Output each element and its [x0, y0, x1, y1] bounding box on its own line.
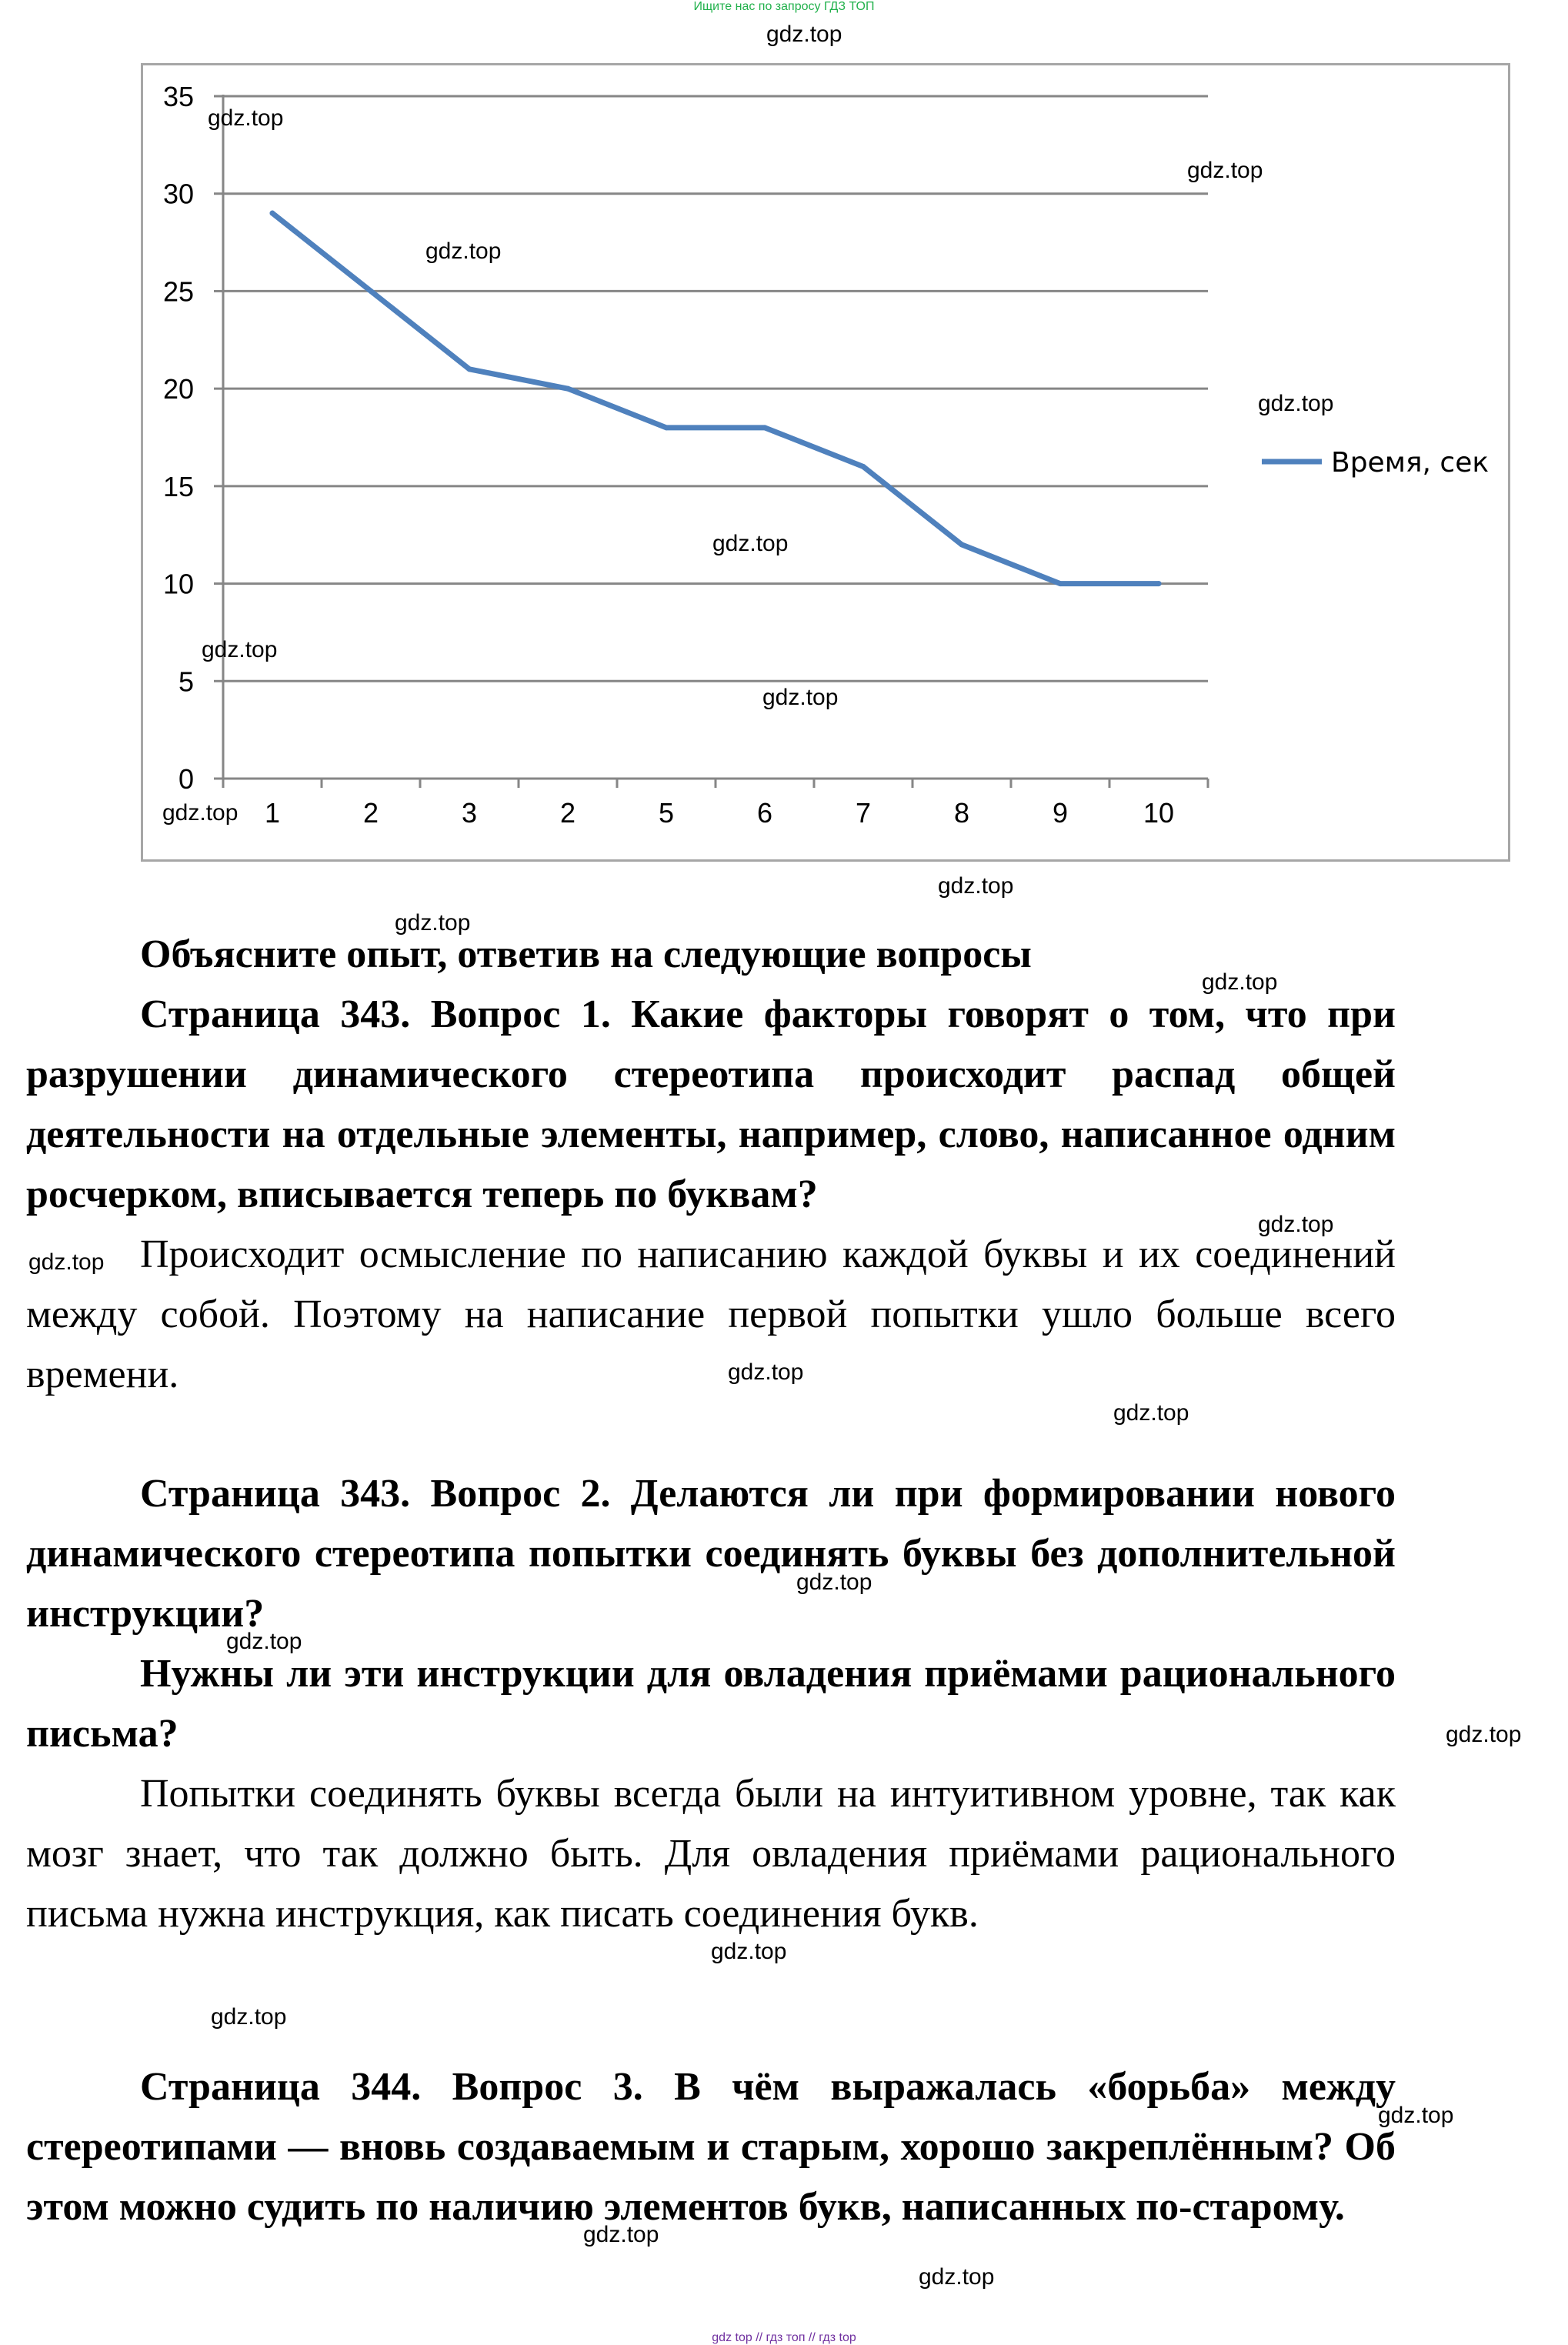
data-point [1156, 581, 1162, 586]
x-tick-label: 6 [756, 797, 773, 829]
y-tick-label: 30 [162, 178, 194, 210]
question-3: Страница 344. Вопрос 3. В чём выражалась «борьба» между стереотипами — вновь создаваемым и старым, хорошо закреплённым? Об этом можно судить по наличию элементов букв, написанных по-старому. [26, 2065, 1396, 2229]
watermark: gdz.top [712, 531, 789, 556]
y-tick-label: 10 [162, 568, 194, 600]
data-point [664, 425, 669, 430]
data-point [467, 366, 472, 372]
x-tick-label: 1 [264, 797, 281, 829]
watermark: gdz.top [162, 800, 239, 826]
data-point [762, 425, 768, 430]
watermark: gdz.top [938, 873, 1014, 899]
watermark: gdz.top [583, 2222, 659, 2247]
header-note: Ищите нас по запросу ГДЗ ТОП [693, 0, 875, 13]
question-2b: Нужны ли эти инструкции для овладения приёмами рационального письма? [26, 1652, 1396, 1756]
answer-2: Попытки соединять буквы всегда были на интуитивном уровне, так как мозг знает, что так должно быть. Для овладения приёмами рационального письма нужна инструкция, как писать соединения букв. [26, 1772, 1396, 1936]
watermark: gdz.top [395, 910, 471, 936]
x-tick-label: 2 [559, 797, 576, 829]
legend-label: Время, сек [1331, 447, 1490, 479]
question-3-block [26, 2057, 1396, 2237]
x-tick-label: 5 [658, 797, 675, 829]
watermark: gdz.top [226, 1629, 302, 1654]
y-tick-label: 35 [162, 81, 194, 112]
watermark: gdz.top [762, 685, 839, 710]
line-chart [0, 0, 1568, 877]
question-2-block [26, 1464, 1396, 1944]
y-tick-label: 15 [162, 470, 194, 502]
watermark: gdz.top [208, 105, 284, 131]
footer-note: gdz top // гдз топ // гдз top [712, 2331, 856, 2344]
x-tick-label: 2 [362, 797, 379, 829]
watermark: gdz.top [796, 1569, 872, 1595]
y-tick-label: 20 [162, 373, 194, 405]
watermark: gdz.top [425, 239, 502, 264]
watermark: gdz.top [1378, 2103, 1454, 2128]
intro-heading: Объясните опыт, ответив на следующие вопросы [140, 932, 1032, 976]
x-tick-label: 9 [1052, 797, 1069, 829]
answer-1: Происходит осмысление по написанию каждой буквы и их соединений между собой. Поэтому на написание первой попытки ушло больше всего времени. [26, 1233, 1396, 1396]
watermark: gdz.top [1113, 1400, 1189, 1426]
x-tick-label: 10 [1143, 797, 1175, 829]
watermark: gdz.top [919, 2264, 995, 2290]
data-point [369, 289, 374, 294]
watermark: gdz.top [211, 2004, 287, 2030]
watermark: gdz.top [766, 22, 842, 47]
watermark: gdz.top [1258, 1212, 1334, 1237]
watermark: gdz.top [1446, 1722, 1522, 1747]
watermark: gdz.top [728, 1359, 804, 1385]
data-point [861, 464, 866, 469]
y-tick-label: 25 [162, 275, 194, 308]
question-2: Страница 343. Вопрос 2. Делаются ли при формировании нового динамического стереотипа попытки соединять буквы без дополнительной инструкции? [26, 1472, 1396, 1636]
data-point [959, 542, 965, 547]
x-tick-label: 3 [461, 797, 478, 829]
y-tick-label: 0 [178, 763, 194, 795]
x-tick-label: 8 [953, 797, 970, 829]
watermark: gdz.top [1187, 158, 1263, 183]
data-point [1058, 581, 1063, 586]
data-point [270, 211, 275, 216]
series-line [272, 213, 1159, 584]
questions-block [26, 925, 1396, 1405]
question-1: Страница 343. Вопрос 1. Какие факторы говорят о том, что при разрушении динамического стереотипа происходит распад общей деятельности на отдельные элементы, например, слово, написанное одним росчерком, вписывается теперь по буквам? [26, 992, 1396, 1216]
watermark: gdz.top [28, 1249, 105, 1275]
watermark: gdz.top [202, 637, 278, 662]
y-tick-label: 5 [178, 665, 194, 698]
data-point [565, 386, 571, 392]
watermark: gdz.top [1258, 391, 1334, 416]
watermark: gdz.top [1202, 969, 1278, 995]
watermark: gdz.top [711, 1939, 787, 1964]
x-tick-label: 7 [855, 797, 872, 829]
